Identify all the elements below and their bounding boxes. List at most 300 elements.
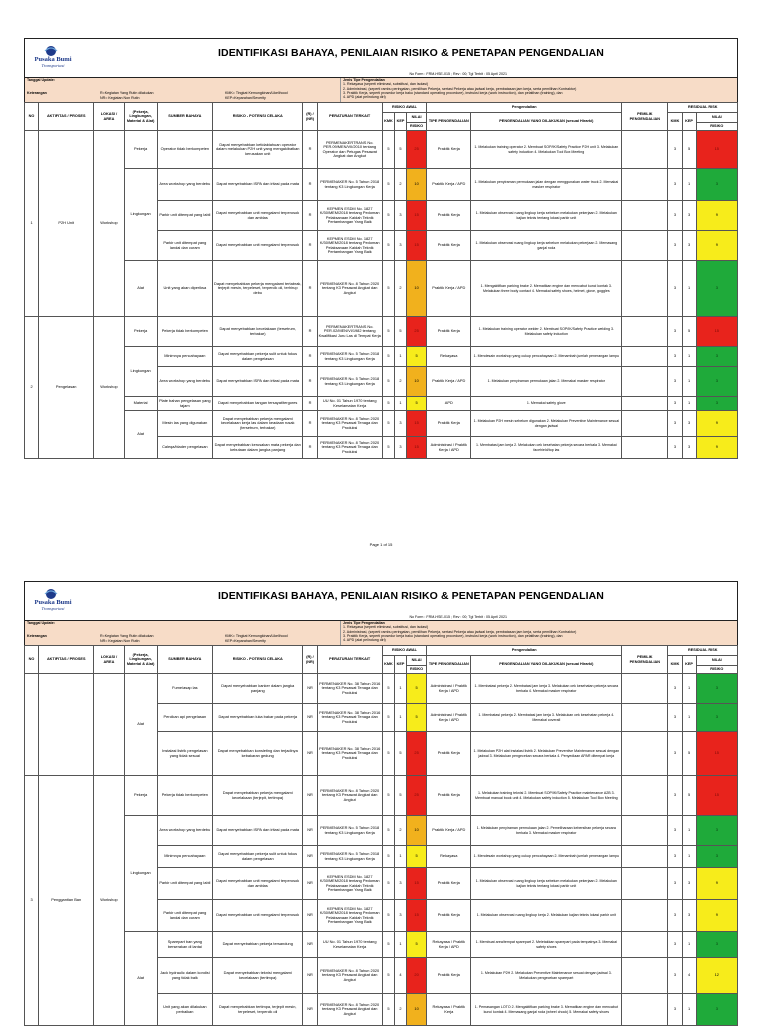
form-header [24, 581, 738, 614]
cell-sumber: Area workshop yang berdebu [157, 816, 212, 846]
cell-kategori: Pekerja [124, 776, 157, 816]
cell-residual-kep: 1 [682, 261, 696, 317]
cell-risiko: Dapat menyebabkan teknisi mengalami kecelakaan (tertimpa) [212, 958, 302, 994]
cell-residual-nilai: 3 [696, 704, 737, 732]
cell-tipe: Praktik Kerja [427, 411, 471, 437]
col-residual: RESIDUAL RISK [668, 103, 738, 113]
form-sheet-page-1 [24, 38, 738, 547]
cell-residual-nilai: 9 [696, 868, 737, 900]
cell-residual-kmk: 3 [668, 958, 682, 994]
cell-residual-kmk: 3 [668, 169, 682, 201]
hazard-table-body [25, 674, 738, 1026]
cell-kep: 3 [394, 900, 406, 932]
col-nilai: NILAI [407, 656, 427, 666]
cell-rnr: NR [303, 732, 317, 776]
cell-upaya: 1. Melakukan penyiraman permukaan jalan 2. Pemeliharaan kebersihan pekerja secara berkala 3. Memakai masker respirator [471, 816, 622, 846]
cell-nilai-risiko: 10 [407, 169, 427, 201]
col-residual-kmk: KMK [668, 113, 682, 131]
table-row [25, 347, 738, 367]
cell-upaya: 1. Melakukan training operator welder 2. Membuat SOP/IK/Safety Practice welding 3. Melakukan safety induction [471, 317, 622, 347]
cell-peraturan: PERMENAKER No. 5 Tahun 2018 tentang K3 Lingkungan Kerja [317, 846, 382, 868]
cell-peraturan: PERMENAKER No. 38 Tahun 2016 tentang K3 Pesawat Tenaga dan Produksi [317, 674, 382, 704]
cell-kmk: 5 [382, 201, 394, 231]
document-number: No Form : FRM-HSE-015 ; Rev : 00; Tgl Terbit : 05 April 2021 [24, 71, 738, 77]
table-row [25, 776, 738, 816]
cell-no: 3 [25, 776, 39, 1026]
cell-nilai-risiko: 5 [407, 704, 427, 732]
cell-nilai-risiko: 5 [407, 397, 427, 411]
cell-kep: 3 [394, 231, 406, 261]
col-upaya: PENGENDALIAN YANG DILAKUKAN (sesuai Hirarki) [471, 113, 622, 131]
cell-upaya: 1. Melakukan P2H 2. Melakukan Preventive Maintenance sesuai dengan jadwal 3. Melakukan pengecekan sparepart [471, 958, 622, 994]
cell-residual-kmk: 3 [668, 201, 682, 231]
legend-item: KEP=Keparahan/Severity [225, 639, 266, 643]
cell-tipe: Rekayasa / Praktik Kerja / APD [427, 932, 471, 958]
cell-upaya: 1. Memakai safety glove [471, 397, 622, 411]
cell-residual-kmk: 3 [668, 674, 682, 704]
col-kep: KEP [394, 113, 406, 131]
cell-upaya: 1. Mendesain workshop yang cukup pencahayaan 2. Menambah jumlah penerangan lampu [471, 846, 622, 868]
cell-tipe: Praktik Kerja [427, 958, 471, 994]
control-type-item: 1. Rekayasa (seperti eliminasi, substitusi, dan isolasi) [343, 625, 429, 630]
cell-peraturan: UU No. 01 Tahun 1970 tentang Keselamatan Kerja [317, 397, 382, 411]
cell-rnr: R [303, 347, 317, 367]
table-row [25, 169, 738, 201]
col-residual: RESIDUAL RISK [668, 646, 738, 656]
cell-pemilik [622, 131, 668, 169]
col-residual-nilai: NILAI [696, 656, 737, 666]
cell-kep: 2 [394, 816, 406, 846]
col-no: NO [25, 103, 39, 131]
cell-rnr: R [303, 261, 317, 317]
cell-peraturan: PERMENAKERTRANS No. PER.02/MEN/VI/1982 tentang Kwalifikasi Juru Las di Tempat Kerja [317, 317, 382, 347]
cell-peraturan: PERMENAKER No. 5 Tahun 2018 tentang K3 Lingkungan Kerja [317, 816, 382, 846]
legend-item: KMK= Tingkat Kemungkinan/Likelihood [225, 91, 288, 95]
cell-risiko: Dapat menyebabkan pekerja sulit untuk fokus dalam pengelasan [212, 347, 302, 367]
cell-residual-kep: 5 [682, 776, 696, 816]
cell-sumber: Plate bahan pengelasan yang tajam [157, 397, 212, 411]
cell-kep: 5 [394, 131, 406, 169]
cell-kategori: Pekerja [124, 317, 157, 347]
cell-residual-kep: 5 [682, 732, 696, 776]
company-name: Pusaka Bumi [34, 599, 72, 606]
cell-upaya: 1. Melakukan observasi ruang lingkup kerja sebelum melakukan pekerjaan 2. Memasang ganjal roda [471, 231, 622, 261]
cell-pemilik [622, 367, 668, 397]
cell-risiko: Dapat menyebabkan pekerja mengalami tertabrak, terjepit mesin, terpeleset, terpercik oli, terhirup debu [212, 261, 302, 317]
cell-kep: 5 [394, 732, 406, 776]
cell-peraturan: KEPMEN ESDM No. 1827 K/30/MEM/2018 tentang Pedoman Pelaksanaan Kaidah Teknik Pertambangan Yang Baik [317, 900, 382, 932]
cell-residual-kep: 1 [682, 816, 696, 846]
cell-peraturan: PERMENAKER No. 5 Tahun 2018 tentang K3 Lingkungan Kerja [317, 367, 382, 397]
col-sumber: SUMBER BAHAYA [157, 103, 212, 131]
cell-nilai-risiko: 25 [407, 317, 427, 347]
cell-upaya: 1. Melakukan observasi ruang lingkup kerja sebelum melakukan pekerjaan 2. Melakukan kajian teknis tentang lokasi parkir unit [471, 868, 622, 900]
cell-residual-kmk: 3 [668, 900, 682, 932]
table-row [25, 932, 738, 958]
col-risiko: RISIKO - POTENSI CELAKA [212, 646, 302, 674]
cell-lokasi: Workshop [94, 317, 124, 459]
cell-peraturan: PERMENAKER No. 38 Tahun 2016 tentang K3 Pesawat Tenaga dan Produksi [317, 704, 382, 732]
cell-sumber: Sparepart ban yang berserakan di lantai [157, 932, 212, 958]
cell-residual-kmk: 3 [668, 131, 682, 169]
col-nilai: NILAI [407, 113, 427, 123]
cell-residual-nilai: 9 [696, 411, 737, 437]
col-residual-kep: KEP [682, 656, 696, 674]
control-type-item: 2. Administrasi, (seperti rambu peringatan, pemilihan Pekerja, sertasi Pekerja atau jadwal kerja, pembatasan jam kerja, serta pemilihan Kontraktor) [343, 629, 577, 634]
table-row [25, 317, 738, 347]
cell-kmk: 5 [382, 704, 394, 732]
cell-residual-kep: 1 [682, 674, 696, 704]
cell-risiko: Dapat menyebabkan kecelakaan (tersetrum, terbakar) [212, 317, 302, 347]
cell-kategori: Alat [124, 932, 157, 1026]
cell-kategori: Lingkungan [124, 816, 157, 932]
cell-residual-kmk: 3 [668, 437, 682, 459]
col-rnr: (R) / (NR) [303, 103, 317, 131]
cell-rnr: NR [303, 868, 317, 900]
cell-aktivitas: Penggantian Ban [39, 776, 94, 1026]
cell-sumber: Minimnya pencahayaan [157, 347, 212, 367]
cell-risiko: Dapat menyebabkan luka bakar pada pekerja [212, 704, 302, 732]
cell-upaya: 1. Melakukan training operator 2. Membuat SOP/IK/Safety Practice P2H unit 3. Melakukan safety induction 4. Melakukan Tool Box Meeting [471, 131, 622, 169]
cell-residual-nilai: 3 [696, 994, 737, 1026]
cell-kategori: Alat [124, 674, 157, 776]
cell-sumber: Instalasi listrik pengelasan yang tidak sesuai [157, 732, 212, 776]
cell-tipe: Praktik Kerja [427, 776, 471, 816]
cell-tipe: Praktik Kerja [427, 732, 471, 776]
cell-residual-nilai: 15 [696, 131, 737, 169]
cell-nilai-risiko: 25 [407, 131, 427, 169]
cell-risiko: Dapat menyebabkan unit mengalami terperosok [212, 900, 302, 932]
form-header [24, 38, 738, 71]
cell-residual-nilai: 3 [696, 674, 737, 704]
cell-tipe: APD [427, 397, 471, 411]
cell-kmk: 5 [382, 868, 394, 900]
cell-residual-nilai: 15 [696, 732, 737, 776]
col-kmk: KMK [382, 656, 394, 674]
col-tipe: TIPE PENGENDALIAN [427, 113, 471, 131]
cell-risiko: Dapat menyebabkan ketidaktahuan operator dalam melakukan P2H unit yang mengakibatkan kerusakan unit [212, 131, 302, 169]
company-name: Pusaka Bumi [34, 56, 72, 63]
col-pemilik: PEMILIK PENGENDALIAN [622, 103, 668, 131]
cell-risiko: Dapat menyebabkan pekerja mengalami kecelakaan (terjepit, tertimpa) [212, 776, 302, 816]
col-kmk: KMK [382, 113, 394, 131]
cell-residual-kmk: 3 [668, 868, 682, 900]
cell-pemilik [622, 347, 668, 367]
keterangan-label: Keterangan [27, 634, 47, 638]
cell-residual-kep: 3 [682, 900, 696, 932]
cell-rnr: R [303, 367, 317, 397]
cell-residual-nilai: 3 [696, 169, 737, 201]
cell-rnr: NR [303, 958, 317, 994]
company-subtitle: Transportasi [41, 63, 65, 68]
cell-pemilik [622, 732, 668, 776]
info-block [24, 620, 738, 645]
cell-sumber: Parkir unit ditempat yang labil [157, 868, 212, 900]
cell-rnr: NR [303, 704, 317, 732]
cell-risiko: Dapat menyebabkan ISPA dan iritasi pada mata [212, 367, 302, 397]
cell-sumber: Minimnya pencahayaan [157, 846, 212, 868]
cell-rnr: R [303, 231, 317, 261]
cell-residual-kep: 1 [682, 994, 696, 1026]
col-risiko-awal: RISIKO AWAL [382, 103, 426, 113]
col-peraturan: PERATURAN TERKAIT [317, 103, 382, 131]
col-upaya: PENGENDALIAN YANG DILAKUKAN (sesuai Hirarki) [471, 656, 622, 674]
cell-lokasi [94, 674, 124, 776]
control-type-item: 3. Praktik Kerja, seperti prosedur kerja baku (standard operating procedure), instruksi kerja (work instruction), dan pelatihan (training), dan [343, 633, 563, 638]
col-pemilik: PEMILIK PENGENDALIAN [622, 646, 668, 674]
cell-risiko: Dapat menyebabkan kanker dalam jangka panjang [212, 674, 302, 704]
cell-kmk: 5 [382, 958, 394, 994]
cell-kmk: 5 [382, 411, 394, 437]
cell-nilai-risiko: 15 [407, 201, 427, 231]
cell-residual-kmk: 3 [668, 397, 682, 411]
cell-tipe: Praktik Kerja [427, 868, 471, 900]
cell-nilai-risiko: 15 [407, 868, 427, 900]
cell-nilai-risiko: 10 [407, 367, 427, 397]
control-type-block [340, 621, 737, 645]
cell-sumber: Parkir unit ditempat yang landai dan curam [157, 231, 212, 261]
cell-pemilik [622, 846, 668, 868]
cell-nilai-risiko: 15 [407, 231, 427, 261]
cell-kmk: 5 [382, 169, 394, 201]
cell-sumber: Unit yang akan dilakukan perbaikan [157, 994, 212, 1026]
cell-no [25, 674, 39, 776]
cell-rnr: NR [303, 900, 317, 932]
cell-kep: 2 [394, 261, 406, 317]
cell-upaya: 1. Mengaktifkan parking brake 2. Mematikan engine dan mencabut kunci kontak 3. Melakukan three body contact 4. Memakai safety shoes, helmet, glove, goggles [471, 261, 622, 317]
cell-kep: 2 [394, 994, 406, 1026]
col-kategori: (Pekerja, Lingkungan, Material & Alat) [124, 103, 157, 131]
globe-icon [43, 587, 59, 599]
cell-residual-kep: 3 [682, 201, 696, 231]
hazard-table [24, 645, 738, 1026]
cell-kep: 1 [394, 846, 406, 868]
cell-peraturan: KEPMEN ESDM No. 1827 K/30/MEM/2018 tentang Pedoman Pelaksanaan Kaidah Teknik Pertambangan Yang Baik [317, 201, 382, 231]
cell-peraturan: PERMENAKER No. 5 Tahun 2018 tentang K3 Lingkungan Kerja [317, 347, 382, 367]
cell-risiko: Dapat menyebabkan unit mengalami terperosok [212, 231, 302, 261]
control-type-item: 1. Rekayasa (seperti eliminasi, substitusi, dan isolasi) [343, 82, 429, 87]
cell-upaya: 1. Membuat area/tempat sparepart 2. Meletakkan sparepart pada tempatnya 3. Memakai safety shoes [471, 932, 622, 958]
cell-no: 2 [25, 317, 39, 459]
cell-risiko: Dapat menyebabkan unit mengalami terperosok dan amblas [212, 868, 302, 900]
cell-pemilik [622, 411, 668, 437]
cell-residual-kmk: 3 [668, 704, 682, 732]
cell-risiko: Dapat menyebabkan pekerja mengalami kecelakaan kerja las dalam keadaan rusak (tersetrum, terbakar) [212, 411, 302, 437]
col-risiko-awal: RISIKO AWAL [382, 646, 426, 656]
cell-peraturan: KEPMEN ESDM No. 1827 K/30/MEM/2018 tentang Pedoman Pelaksanaan Kaidah Teknik Pertambangan Yang Baik [317, 231, 382, 261]
cell-residual-nilai: 3 [696, 846, 737, 868]
cell-no: 1 [25, 131, 39, 317]
cell-sumber: Jack hydraulic dalam kondisi yang tidak baik [157, 958, 212, 994]
cell-nilai-risiko: 10 [407, 994, 427, 1026]
cell-residual-kep: 3 [682, 231, 696, 261]
cell-residual-nilai: 3 [696, 261, 737, 317]
cell-risiko: Dapat menyebabkan pekerja sulit untuk fokus dalam pengelasan [212, 846, 302, 868]
company-subtitle: Transportasi [41, 606, 65, 611]
cell-tipe: Administrasi / Praktik Kerja / APD [427, 704, 471, 732]
cell-kategori: Pekerja [124, 131, 157, 169]
cell-nilai-risiko: 5 [407, 347, 427, 367]
cell-residual-nilai: 3 [696, 816, 737, 846]
document-title: IDENTIFIKASI BAHAYA, PENILAIAN RISIKO & PENETAPAN PENGENDALIAN [218, 47, 604, 59]
col-residual-kep: KEP [682, 113, 696, 131]
cell-sumber: Mesin las yang digunakan [157, 411, 212, 437]
cell-kmk: 5 [382, 900, 394, 932]
cell-residual-kmk: 3 [668, 367, 682, 397]
col-pengendalian: Pengendalian [427, 646, 622, 656]
cell-risiko: Dapat menyebabkan kerusakan mata pekerja dan kebutaan dalam jangka panjang [212, 437, 302, 459]
keterangan-label: Keterangan [27, 91, 47, 95]
cell-tipe: Praktik Kerja [427, 317, 471, 347]
cell-upaya: 1. Melakukan training teknisi 2. Membuat SOP/IK/Safety Practice maintenance A2B 3. Membuat manual book unit 4. Melakukan safety induction 5. Melakukan Tool Box Meeting [471, 776, 622, 816]
cell-kep: 3 [394, 411, 406, 437]
cell-rnr: R [303, 131, 317, 169]
hazard-table [24, 102, 738, 459]
cell-residual-kep: 1 [682, 846, 696, 868]
cell-kep: 3 [394, 868, 406, 900]
cell-kategori: Lingkungan [124, 347, 157, 397]
control-type-title: Jenis Tipe Pengendalian [343, 78, 385, 82]
cell-residual-kep: 1 [682, 932, 696, 958]
cell-kmk: 5 [382, 674, 394, 704]
cell-residual-kmk: 3 [668, 846, 682, 868]
cell-residual-nilai: 9 [696, 437, 737, 459]
cell-residual-kmk: 3 [668, 317, 682, 347]
cell-pemilik [622, 231, 668, 261]
cell-peraturan: PERMENAKER No. 8 Tahun 2020 tentang K3 Pesawat Angkat dan Angkut [317, 994, 382, 1026]
cell-rnr: R [303, 201, 317, 231]
cell-nilai-risiko: 5 [407, 932, 427, 958]
cell-kep: 5 [394, 317, 406, 347]
cell-residual-kmk: 3 [668, 776, 682, 816]
table-row [25, 411, 738, 437]
cell-kep: 2 [394, 367, 406, 397]
cell-peraturan: PERMENAKER No. 38 Tahun 2016 tentang K3 Pesawat Tenaga dan Produksi [317, 732, 382, 776]
cell-peraturan: UU No. 01 Tahun 1970 tentang Keselamatan Kerja [317, 932, 382, 958]
cell-rnr: NR [303, 674, 317, 704]
cell-kmk: 5 [382, 994, 394, 1026]
cell-pemilik [622, 704, 668, 732]
cell-upaya: 1. Membatasi pekerja 2. Membatasi jam kerja 3. Melakukan cek kesehatan pekerja secara berkala 4. Memakai masker respirator [471, 674, 622, 704]
cell-kmk: 5 [382, 231, 394, 261]
legend-item: NR= Kegiatan Non Rutin [100, 96, 140, 100]
cell-nilai-risiko: 10 [407, 261, 427, 317]
cell-nilai-risiko: 5 [407, 846, 427, 868]
cell-kategori: Material [124, 397, 157, 411]
cell-sumber: Fume/asap las [157, 674, 212, 704]
table-row [25, 397, 738, 411]
company-logo [29, 587, 75, 611]
cell-tipe: Rekayasa [427, 846, 471, 868]
page-footer: Page 1 of 15 [369, 542, 393, 547]
cell-residual-nilai: 9 [696, 231, 737, 261]
cell-upaya: 1. Melakukan observasi ruang lingkup kerja 2. Melakukan kajian teknis lokasi parkir unit [471, 900, 622, 932]
cell-risiko: Dapat menyebabkan tertimpa, terjepit mesin, terpeleset, terpercik oli [212, 994, 302, 1026]
cell-pemilik [622, 674, 668, 704]
cell-residual-nilai: 12 [696, 958, 737, 994]
col-lokasi: LOKASI / AREA [94, 646, 124, 674]
cell-residual-kep: 3 [682, 437, 696, 459]
cell-peraturan: PERMENAKER No. 8 Tahun 2020 tentang K3 Pesawat Tenaga dan Produksi [317, 411, 382, 437]
col-residual-risiko: RISIKO [696, 123, 737, 131]
cell-kmk: 5 [382, 437, 394, 459]
cell-lokasi: Workshop [94, 776, 124, 1026]
cell-pemilik [622, 932, 668, 958]
cell-peraturan: PERMENAKER No. 8 Tahun 2020 tentang K3 Pesawat Angkat dan Angkut [317, 958, 382, 994]
cell-kmk: 5 [382, 347, 394, 367]
cell-risiko: Dapat menyebabkan tangan tersayat/tergores [212, 397, 302, 411]
cell-kmk: 5 [382, 367, 394, 397]
col-kategori: (Pekerja, Lingkungan, Material & Alat) [124, 646, 157, 674]
control-type-item: 3. Praktik Kerja, seperti prosedur kerja baku (standard operating procedure), instruksi kerja (work instruction), dan pelatihan (training), dan [343, 90, 563, 95]
cell-sumber: Pekerja tidak berkompeten [157, 317, 212, 347]
col-peraturan: PERATURAN TERKAIT [317, 646, 382, 674]
cell-residual-kmk: 3 [668, 932, 682, 958]
col-lokasi: LOKASI / AREA [94, 103, 124, 131]
cell-tipe: Praktik Kerja / APD [427, 367, 471, 397]
cell-sumber: Unit yang akan diperiksa [157, 261, 212, 317]
cell-tipe: Praktik Kerja / APD [427, 169, 471, 201]
cell-upaya: 1. Melakukan penyiraman permukaan jalan dengan menggunakan water truck 2. Memakai masker respirator [471, 169, 622, 201]
cell-residual-kmk: 3 [668, 994, 682, 1026]
cell-rnr: R [303, 317, 317, 347]
form-sheet-page-2 [24, 581, 738, 1024]
cell-kep: 5 [394, 776, 406, 816]
cell-kep: 1 [394, 347, 406, 367]
cell-residual-kmk: 3 [668, 411, 682, 437]
company-logo [29, 44, 75, 68]
col-tipe: TIPE PENGENDALIAN [427, 656, 471, 674]
control-type-title: Jenis Tipe Pengendalian [343, 621, 385, 625]
cell-lokasi: Workshop [94, 131, 124, 317]
cell-nilai-risiko: 20 [407, 958, 427, 994]
cell-kategori: Alat [124, 261, 157, 317]
cell-kmk: 5 [382, 776, 394, 816]
cell-sumber: Parkir unit ditempat yang landai dan curam [157, 900, 212, 932]
cell-residual-nilai: 3 [696, 367, 737, 397]
cell-sumber: Pekerja tidak berkompeten [157, 776, 212, 816]
cell-upaya: 1. Melakukan penyiraman permukaan jalan 2. Memakai masker respirator [471, 367, 622, 397]
cell-residual-kmk: 3 [668, 347, 682, 367]
col-pengendalian: Pengendalian [427, 103, 622, 113]
cell-sumber: Area workshop yang berdebu [157, 367, 212, 397]
control-type-item: 4. APD (alat pelindung diri) [343, 638, 386, 643]
cell-kep: 3 [394, 201, 406, 231]
cell-kmk: 5 [382, 261, 394, 317]
cell-kmk: 5 [382, 816, 394, 846]
legend-block [25, 621, 340, 645]
cell-kmk: 5 [382, 397, 394, 411]
cell-upaya: 1. Melakukan P2H alat instalasi listrik 2. Melakukan Preventive Maintenance sesuai dengan jadwal 3. Melakukan pengecekan secara berkala 4. Penyediaan APAR ditempat kerja [471, 732, 622, 776]
globe-icon [43, 44, 59, 56]
legend-item: R=Kegiatan Yang Rutin dilakukan [100, 634, 154, 638]
cell-peraturan: PERMENAKER No. 8 Tahun 2020 tentang K3 Pesawat Angkat dan Angkut [317, 261, 382, 317]
cell-pemilik [622, 900, 668, 932]
col-residual-risiko: RISIKO [696, 666, 737, 674]
legend-item: KMK= Tingkat Kemungkinan/Likelihood [225, 634, 288, 638]
cell-pemilik [622, 261, 668, 317]
cell-residual-nilai: 9 [696, 900, 737, 932]
cell-kep: 2 [394, 169, 406, 201]
cell-residual-kmk: 3 [668, 261, 682, 317]
cell-sumber: Operator tidak berkompeten [157, 131, 212, 169]
cell-tipe: Praktik Kerja [427, 231, 471, 261]
cell-tipe: Rekayasa [427, 347, 471, 367]
cell-upaya: 1. Membatasi jam kerja 2. Melakukan cek kesehatan pekerja secara berkala 3. Memakai facehield/top las [471, 437, 622, 459]
col-nilai-risiko: RISIKO [407, 666, 427, 674]
hazard-table-body [25, 131, 738, 459]
cell-pemilik [622, 169, 668, 201]
